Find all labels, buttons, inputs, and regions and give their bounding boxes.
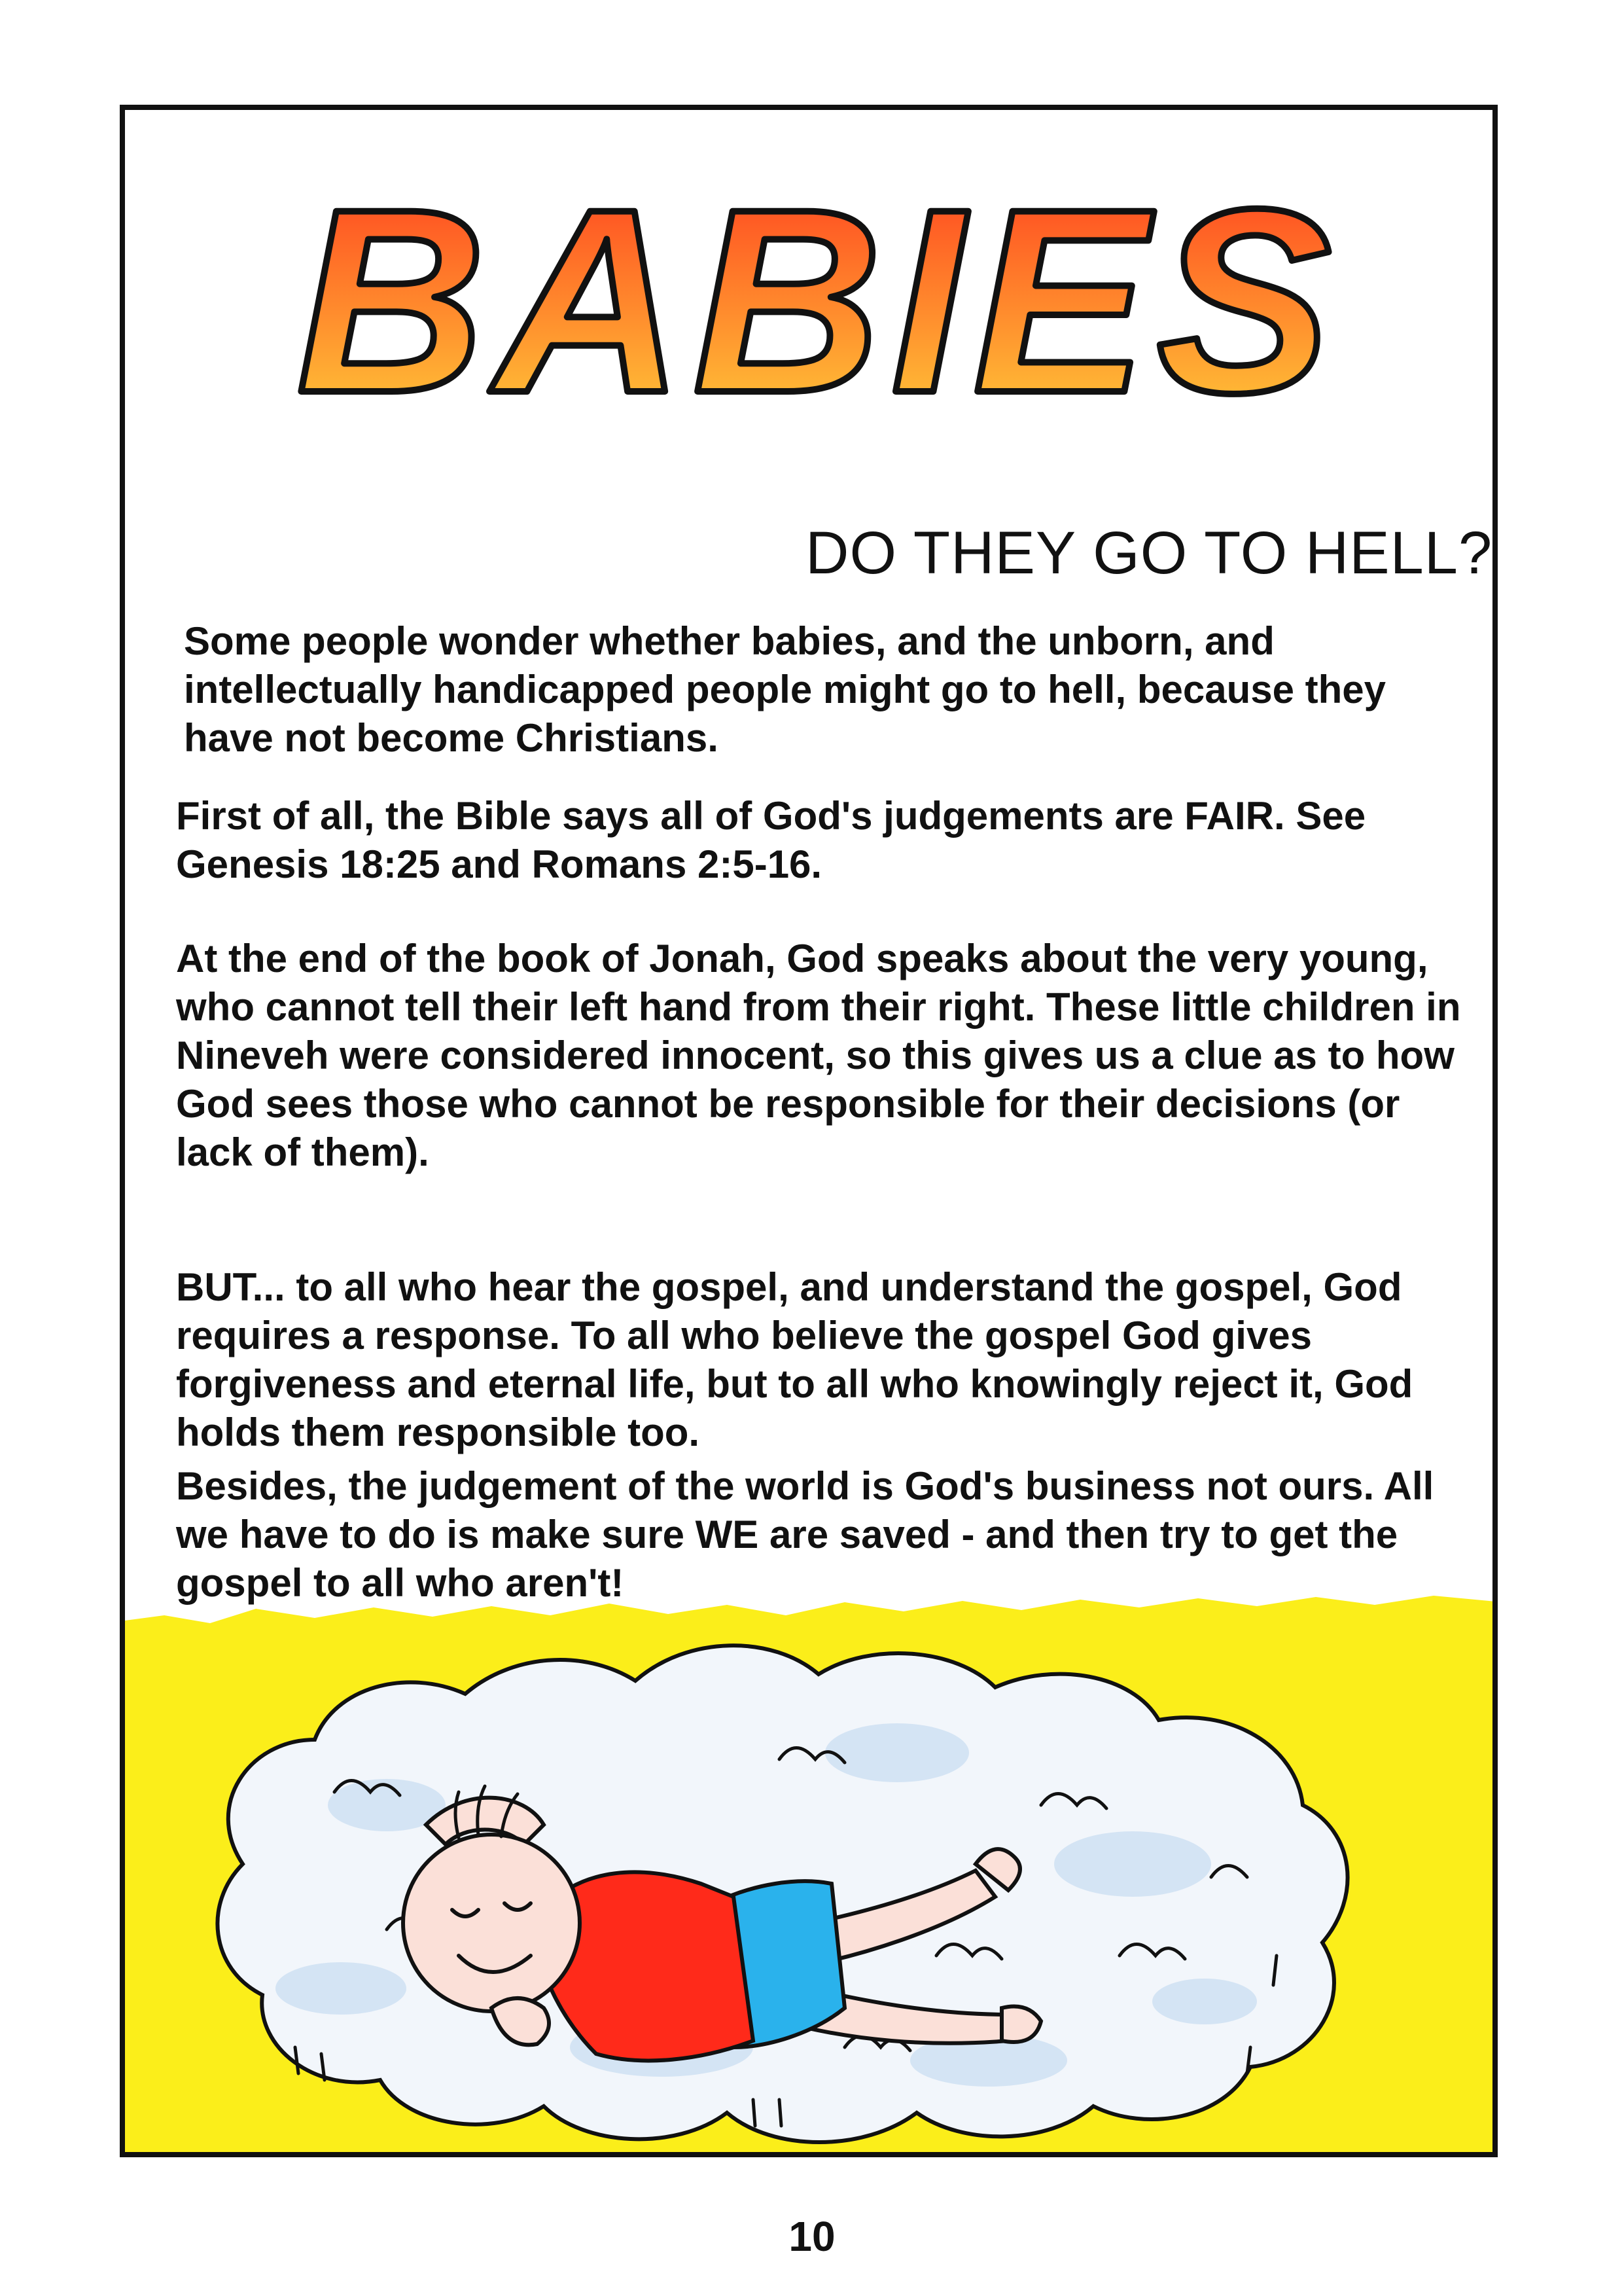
baby-on-cloud-illustration xyxy=(125,1589,1498,2157)
page-title: BABIES xyxy=(296,154,1341,447)
paragraph-intro: Some people wonder whether babies, and the unborn, and intellectually handicapped people might go to hell, because they have not become Christians. xyxy=(184,619,1386,760)
page-subtitle: DO THEY GO TO HELL? xyxy=(805,520,1493,586)
page-number: 10 xyxy=(788,2213,836,2260)
baby-head xyxy=(403,1835,580,2011)
paragraph-response: BUT... to all who hear the gospel, and understand the gospel, God requires a response. To all who believe the gospel God gives forgiveness and eternal life, but to all who knowingly reject it, God holds them responsible too. xyxy=(176,1265,1413,1454)
paragraph-fair: First of all, the Bible says all of God's judgements are FAIR. See Genesis 18:25 and Romans 2:5-16. xyxy=(176,794,1366,886)
paragraph-jonah: At the end of the book of Jonah, God speaks about the very young, who cannot tell their left hand from their right. These little children in Nineveh were considered innocent, so this gives us a clue as to how God sees those who cannot be responsible for their decisions (or lack of them). xyxy=(176,937,1461,1174)
paragraph-conclusion: Besides, the judgement of the world is God's business not ours. All we have to do is make sure WE are saved - and then try to get the gospel to all who aren't! xyxy=(176,1464,1434,1605)
page-frame xyxy=(120,105,1498,2157)
